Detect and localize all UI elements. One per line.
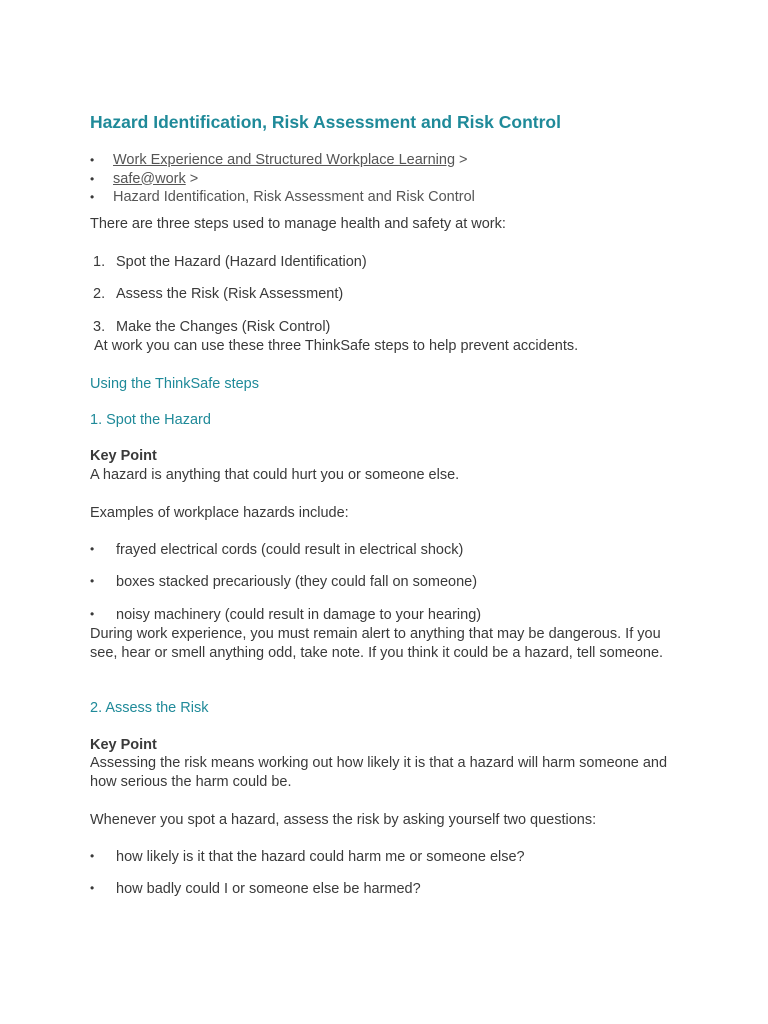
breadcrumb-current: Hazard Identification, Risk Assessment and Risk Control [113,189,475,205]
breadcrumb-separator: > [189,170,199,187]
steps-note: At work you can use these three ThinkSafe steps to help prevent accidents. [94,338,579,354]
bullet-icon: • [90,849,95,863]
breadcrumb-link-safe-at-work[interactable]: safe@work [113,170,186,187]
examples-intro: Examples of workplace hazards include: [90,505,349,521]
breadcrumb-item [90,188,475,207]
step-text: Make the Changes (Risk Control) [116,319,331,335]
bullet-icon: • [90,542,95,556]
section-heading: Using the ThinkSafe steps [90,376,259,392]
key-point-label: Key Point [90,448,157,464]
page-title: Hazard Identification, Risk Assessment and Risk Control [90,112,561,132]
breadcrumb-item [90,170,475,189]
list-item [90,607,481,623]
bullet-icon: • [90,574,95,588]
step-item [93,254,367,270]
spot-paragraph: During work experience, you must remain alert to anything that may be dangerous. If you see, hear or smell anything odd, take note. If you think it could be a hazard, tell someone. [90,626,664,661]
list-item [90,849,525,865]
intro-text: There are three steps used to manage health and safety at work: [90,216,506,232]
key-point-text: Assessing the risk means working out how likely it is that a hazard will harm someone and how serious the harm could be. [90,755,668,790]
key-point-label: Key Point [90,737,157,753]
step-item [93,319,330,335]
breadcrumb-separator: > [459,152,468,168]
list-item-text: frayed electrical cords (could result in electrical shock) [116,542,464,558]
breadcrumb-link-work-experience[interactable]: Work Experience and Structured Workplace Learning [113,152,456,168]
list-item-text: how badly could I or someone else be harmed? [116,881,421,897]
step-number: 2. [93,286,106,302]
step-number: 3. [93,319,106,335]
list-item [90,881,421,897]
assess-risk-heading: 2. Assess the Risk [90,700,209,716]
breadcrumb [90,151,475,207]
list-item-text: noisy machinery (could result in damage to your hearing) [116,607,482,623]
bullet-icon: • [90,607,95,621]
list-item-text: how likely is it that the hazard could harm me or someone else? [116,849,525,865]
list-item-text: boxes stacked precariously (they could fall on someone) [116,574,478,590]
list-item [90,542,463,558]
step-number: 1. [93,254,106,270]
step-item [93,286,343,302]
list-item [90,574,477,590]
step-text: Assess the Risk (Risk Assessment) [116,286,344,302]
breadcrumb-item [90,151,475,170]
key-point-text: A hazard is anything that could hurt you or someone else. [90,467,460,483]
bullet-icon: • [90,881,95,895]
spot-hazard-heading: 1. Spot the Hazard [90,412,211,428]
questions-intro: Whenever you spot a hazard, assess the risk by asking yourself two questions: [90,812,597,828]
step-text: Spot the Hazard (Hazard Identification) [116,254,367,270]
